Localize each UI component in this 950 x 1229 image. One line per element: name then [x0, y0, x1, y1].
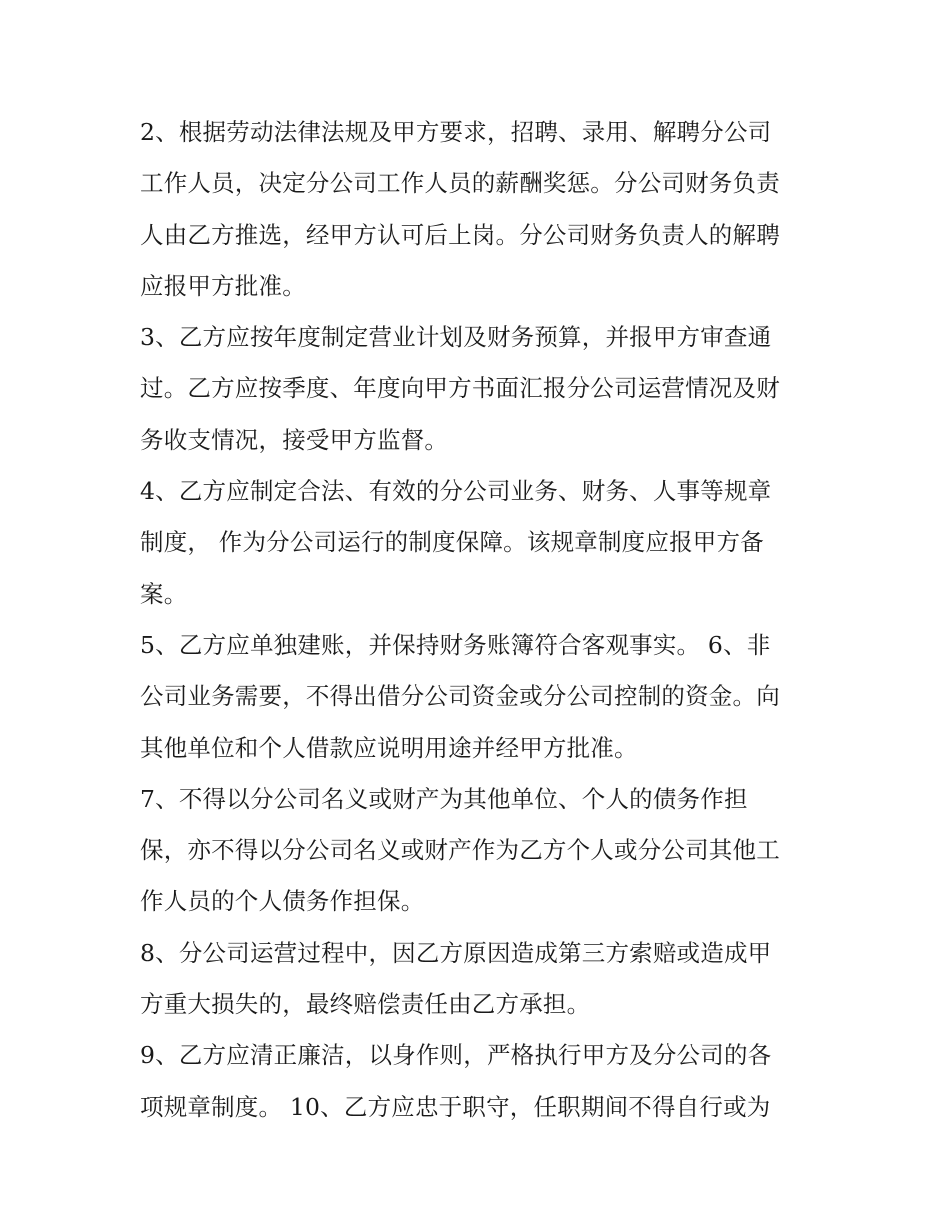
text-line: 7、不得以分公司名义或财产为其他单位、个人的债务作担 [140, 784, 748, 813]
text-line: 5、乙方应单独建账，并保持财务账簿符合客观事实。 6、非 [140, 630, 771, 659]
text-line: 8、分公司运营过程中，因乙方原因造成第三方索赔或造成甲 [140, 938, 772, 967]
text-line: 案。 [140, 579, 188, 608]
text-line: 公司业务需要，不得出借分公司资金或分公司控制的资金。向 [140, 682, 780, 711]
text-line: 人由乙方推选，经甲方认可后上岗。分公司财务负责人的解聘 [140, 220, 780, 249]
text-line: 作人员的个人债务作担保。 [140, 887, 425, 916]
text-line: 9、乙方应清正廉洁，以身作则，严格执行甲方及分公司的各 [140, 1041, 772, 1070]
text-line: 工作人员，决定分公司工作人员的薪酬奖惩。分公司财务负责 [140, 169, 780, 198]
text-line: 应报甲方批准。 [140, 271, 306, 300]
text-line: 制度， 作为分公司运行的制度保障。该规章制度应报甲方备 [140, 528, 764, 557]
text-line: 其他单位和个人借款应说明用途并经甲方批准。 [140, 733, 638, 762]
text-line: 4、乙方应制定合法、有效的分公司业务、财务、人事等规章 [140, 477, 772, 506]
text-line: 项规章制度。 10、乙方应忠于职守，任职期间不得自行或为 [140, 1092, 771, 1121]
text-line: 方重大损失的，最终赔偿责任由乙方承担。 [140, 990, 591, 1019]
text-line: 保，亦不得以分公司名义或财产作为乙方个人或分公司其他工 [140, 836, 780, 865]
text-line: 务收支情况，接受甲方监督。 [140, 425, 449, 454]
document-body [140, 107, 820, 1133]
text-line: 2、根据劳动法律法规及甲方要求，招聘、录用、解聘分公司 [140, 118, 772, 146]
text-line: 过。乙方应按季度、年度向甲方书面汇报分公司运营情况及财 [140, 374, 780, 403]
text-line: 3、乙方应按年度制定营业计划及财务预算，并报甲方审查通 [140, 323, 772, 352]
